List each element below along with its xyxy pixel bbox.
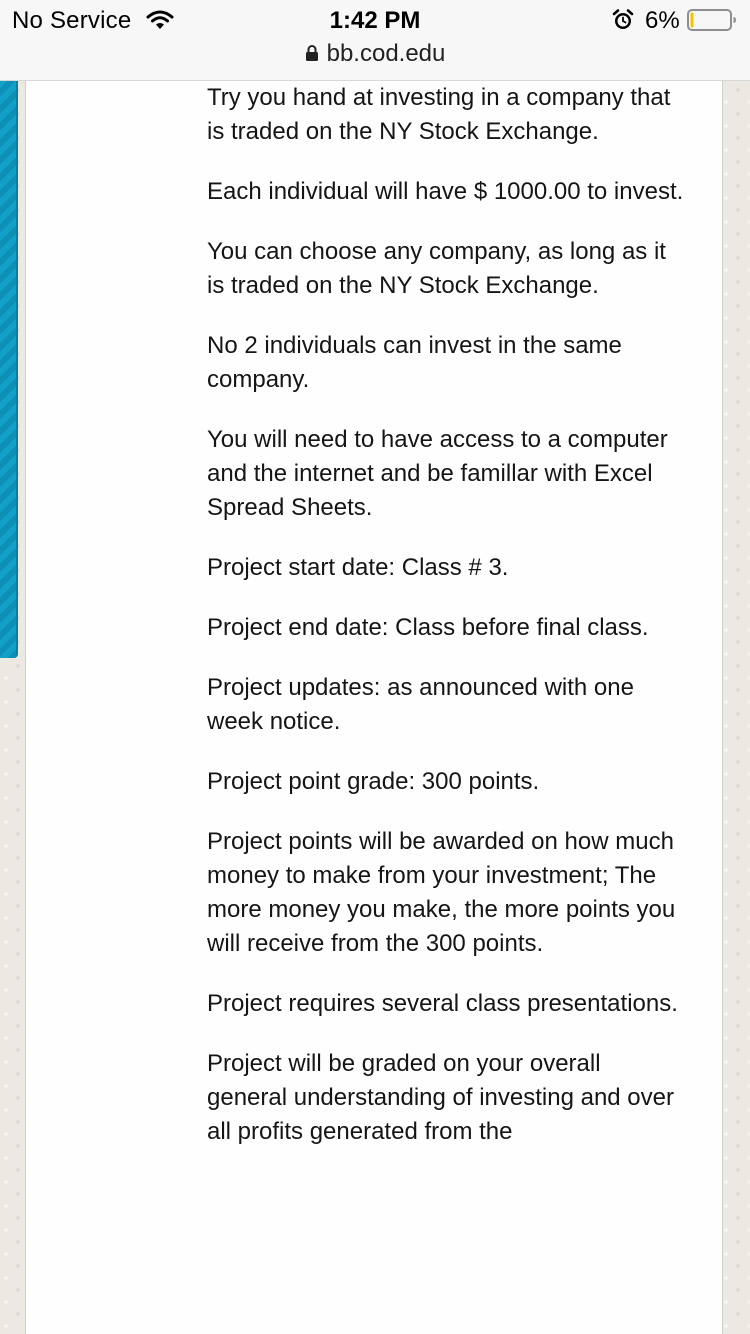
paragraph: Project point grade: 300 points.	[207, 768, 540, 795]
side-panel-bar	[0, 80, 18, 658]
url-text: bb.cod.edu	[326, 40, 446, 67]
paragraph: Each individual will have $ 1000.00 to invest.	[207, 178, 684, 205]
paragraph: Project requires several class presentations.	[207, 990, 678, 1017]
paragraph: Project end date: Class before final class.	[207, 614, 649, 641]
battery-percent: 6%	[645, 7, 680, 34]
paragraph: You can choose any company, as long as it is traded on the NY Stock Exchange.	[207, 238, 666, 299]
paragraph: Try you hand at investing in a company that is traded on the NY Stock Exchange.	[207, 84, 671, 145]
status-bar	[0, 0, 750, 81]
paragraph: Project will be graded on your overall general understanding of investing and over all profits generated from the	[207, 1050, 674, 1145]
paragraph: Project start date: Class # 3.	[207, 554, 509, 581]
address-bar[interactable]	[0, 40, 750, 70]
carrier-label: No Service	[12, 7, 132, 34]
paragraph: Project points will be awarded on how much money to make from your investment; The more money you make, the more points you will receive from the 300 points.	[207, 828, 676, 957]
content-panel	[25, 80, 723, 1334]
clock: 1:42 PM	[329, 7, 421, 34]
alarm-icon	[612, 9, 634, 31]
paragraph: You will need to have access to a computer and the internet and be famillar with Excel Spread Sheets.	[207, 426, 668, 521]
lock-icon	[305, 44, 319, 62]
paragraph: No 2 individuals can invest in the same company.	[207, 332, 622, 393]
battery-icon	[687, 9, 737, 31]
assignment-description	[207, 81, 687, 1175]
paragraph: Project updates: as announced with one week notice.	[207, 674, 634, 735]
